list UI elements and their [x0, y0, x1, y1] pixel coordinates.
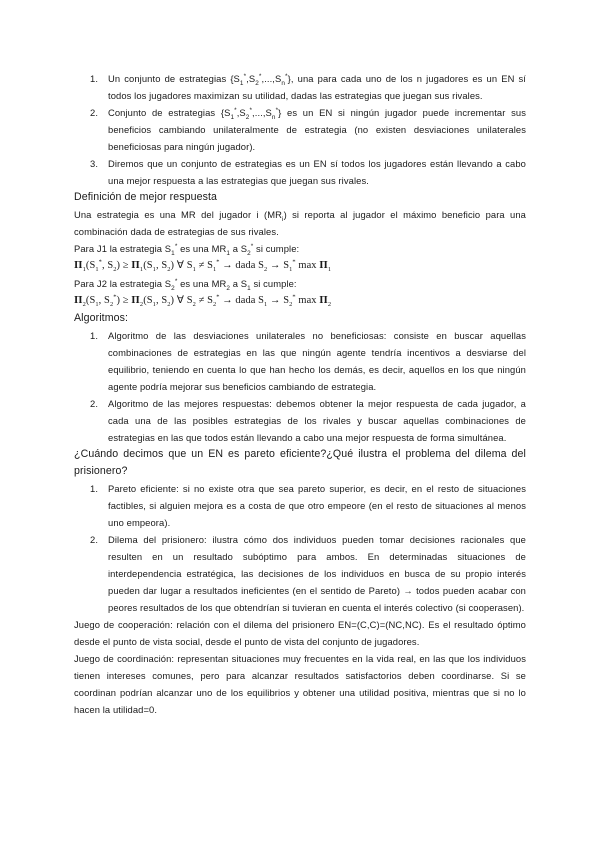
list-item	[74, 531, 526, 616]
list-number: 1.	[90, 73, 99, 84]
j1-formula: $\Pi_1(S_1^*$, $S_2) \ge \Pi_1(S_1$, $S_2$) ∀ $S_1 \ne S_1^*$ → dada $S_2 \to S_1^*$ $\max \Pi_1$	[74, 258, 332, 274]
list-item	[74, 327, 526, 395]
section-heading-algoritmos: Algoritmos:	[74, 312, 129, 324]
section-heading-mejor-respuesta: Definición de mejor respuesta	[74, 191, 218, 203]
pareto-list	[74, 480, 526, 616]
list-item-text: Un conjunto de estrategias $\{S_1^*,S_2^*,...,S_n^*\}$, una para cada uno de los n jugadores es un EN sí todos los jugadores maximizan su utilidad, dadas las estrategias que juegan sus rivales.	[108, 72, 527, 101]
list-item	[74, 155, 526, 189]
list-item-text: Diremos que un conjunto de estrategias es un EN sí todos los jugadores están llevando a cabo una mejor respuesta a las estrategias que juegan sus rivales.	[108, 158, 526, 186]
list-item-text: Dilema del prisionero: ilustra cómo dos individuos pueden tomar decisiones racionales que resulten en un resultado subóptimo para ambos. En determinadas situaciones de interdependencia estratégica, las decisiones de los individuos en busca de su propio interés pueden dar lugar a resultados ineficientes (en el sentido de Pareto) → todos pueden acabar con peores resultados de los que obtendrían si tuvieran en cuenta el interés colectivo (si cooperasen).	[108, 534, 526, 613]
j2-formula: $\Pi_2(S_1$, $S_2^*) \ge \Pi_2(S_1$, $S_2$) ∀ $S_2 \ne S_2^*$ → dada $S_1 \to S_2^*$ $\max \Pi_2$	[74, 293, 332, 309]
juego-cooperacion-paragraph: Juego de cooperación: relación con el dilema del prisionero EN=(C,C)=(NC,NC). Es el resultado óptimo desde el punto de vista social, desde el punto de vista del conjunto de jugadores.	[74, 619, 526, 647]
list-item-text: Algoritmo de las mejores respuestas: debemos obtener la mejor respuesta de cada jugador, a cada una de las posibles estrategias de los rivales y buscar aquellas combinaciones de estrategias en las que todos están llevando a cabo una mejor respuesta de forma simultánea.	[108, 398, 526, 443]
j1-condition: Para J1 la estrategia $S_1^*$ es una $MR_1$ a $S_2^*$ si cumple:	[74, 242, 300, 257]
list-item-text: Conjunto de estrategias $\{S_1^*,S_2^*,...,S_n^*\}$ es un EN si ningún jugador puede incrementar sus beneficios cambiando unilateralmente de estrategia (no existen desviaciones unilaterales beneficiosas para ningún jugador).	[108, 106, 526, 152]
list-number: 2.	[90, 398, 99, 409]
list-item	[74, 395, 526, 446]
list-item	[74, 104, 526, 155]
document-body	[74, 70, 526, 718]
list-number: 2.	[90, 107, 99, 118]
algoritmos-list	[74, 327, 526, 446]
list-number: 1.	[90, 483, 99, 494]
list-item-text: Algoritmo de las desviaciones unilaterales no beneficiosas: consiste en buscar aquellas combinaciones de estrategias en las que ningún agente tendría incentivos a desviarse del equilibrio, teniendo en cuenta lo que han hecho los demás, es decir, aquellos en los que ningún agente podría mejorar sus beneficios cambiando de estrategia.	[108, 330, 526, 392]
mr-definition-paragraph: Una estrategia es una MR del jugador i $(MR_i)$ si reporta al jugador el máximo beneficio para una combinación dada de estrategias de sus rivales.	[74, 209, 526, 237]
pareto-question: ¿Cuándo decimos que un EN es pareto eficiente?¿Qué ilustra el problema del dilema del prisionero?	[74, 448, 526, 477]
list-number: 3.	[90, 158, 99, 169]
equilibrium-definitions-list	[74, 70, 526, 189]
list-item	[74, 70, 526, 104]
j2-condition: Para J2 la estrategia $S_2^*$ es una $MR_2$ a $S_1$ si cumple:	[74, 277, 297, 292]
list-number: 2.	[90, 534, 99, 545]
list-item-text: Pareto eficiente: si no existe otra que sea pareto superior, es decir, en el resto de situaciones factibles, si alguien mejora es a costa de que otro empeore (en el resto de situaciones al menos uno empeora).	[108, 483, 526, 528]
juego-coordinacion-paragraph: Juego de coordinación: representan situaciones muy frecuentes en la vida real, en las que los individuos tienen intereses comunes, pero para alcanzar resultados satisfactorios deben coordinarse. Si se coordinan podrían alcanzar uno de los equilibrios y obtener una utilidad positiva, mientras que si no lo hacen la utilidad=0.	[74, 653, 526, 715]
list-item	[74, 480, 526, 531]
list-number: 1.	[90, 330, 99, 341]
